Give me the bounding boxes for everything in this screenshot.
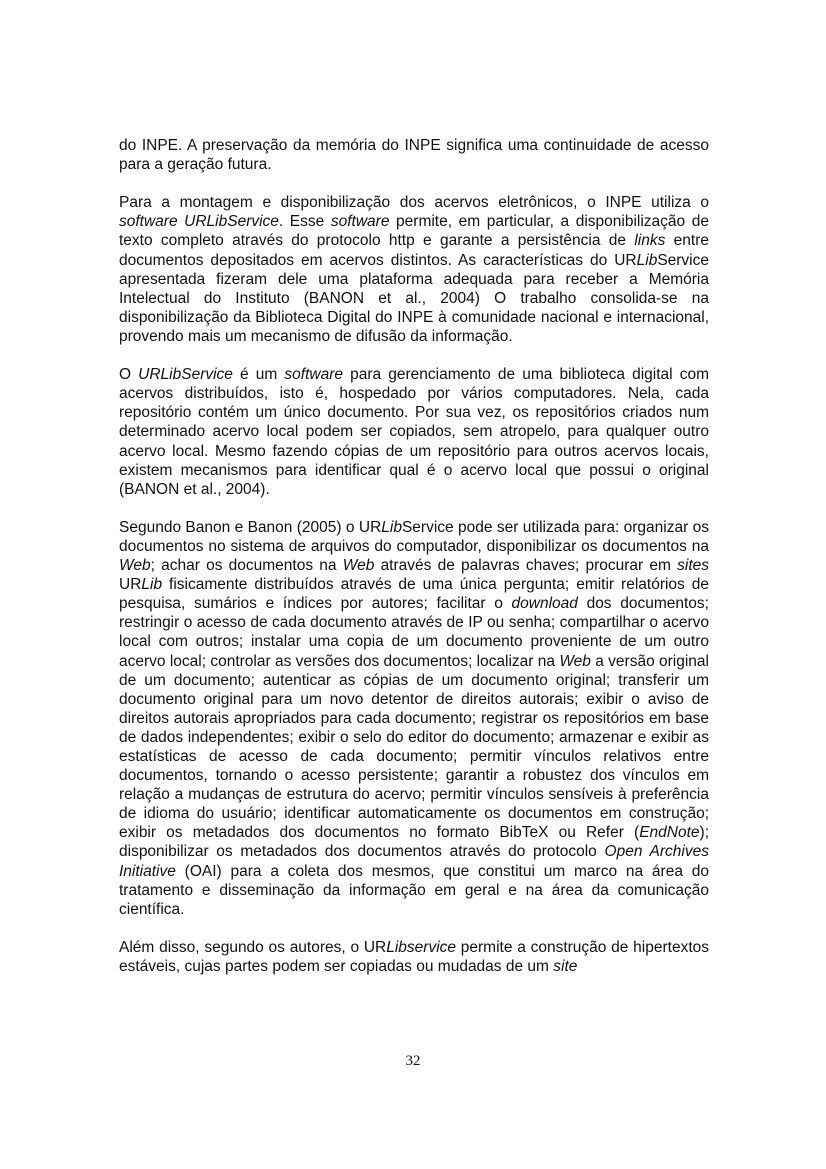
- paragraph: [119, 136, 709, 174]
- text-run: permite a construção de hipertextos estáveis, cujas partes podem ser copiadas ou mudadas de um: [119, 938, 710, 976]
- text-run: UR: [119, 576, 142, 594]
- page-number: 32: [405, 1053, 421, 1069]
- paragraph: [119, 193, 709, 346]
- italic-run: links: [634, 232, 666, 250]
- italic-run: Web: [342, 557, 375, 575]
- paragraph: [119, 938, 709, 976]
- body-text: [119, 136, 709, 995]
- italic-run: Lib: [381, 518, 402, 536]
- text-run: Service pode ser utilizada para: organizar os documentos no sistema de arquivos do computador, disponibilizar os documentos na: [119, 518, 709, 555]
- text-run: ); disponibilizar os metadados dos documentos através do protocolo: [119, 824, 709, 861]
- text-run: do INPE. A preservação da memória do INPE significa uma continuidade de acesso para a geração futura.: [119, 137, 709, 174]
- text-run: a versão original de um documento; autenticar as cópias de um documento original; transferir um documento original para um novo detentor de direitos autorais; exibir o aviso de direitos autorais apropriados para cada documento; registrar os repositórios em base de dados independentes; exibir o selo do editor do documento; armazenar e exibir as estatísticas de acesso de cada documento; permitir vínculos relativos entre documentos, tornando o acesso persistente; garantir a robustez dos vínculos em relação a mudanças de estrutura do acervo; permitir vínculos sensíveis à preferência de idioma do usuário; identificar automaticamente os documentos em construção; exibir os metadados dos documentos no formato BibTeX ou Refer (: [119, 652, 709, 842]
- text-run: para gerenciamento de uma biblioteca digital com acervos distribuídos, isto é, hospedado por vários computadores. Nela, cada repositório contém um único documento. Por sua vez, os repositórios criados num determinado acervo local podem ser copiados, sem atropelo, para qualquer outro acervo local. Mesmo fazendo cópias de um repositório para outros acervos locais, existem mecanismos para identificar qual é o acervo local que possui o original (BANON et al., 2004).: [119, 366, 709, 498]
- text-run: O: [119, 366, 139, 384]
- text-run: entre documentos depositados em acervos distintos. As características do UR: [119, 232, 709, 269]
- text-run: Para a montagem e disponibilização dos acervos eletrônicos, o INPE utiliza o: [119, 194, 709, 212]
- italic-run: Open Archives Initiative: [119, 843, 709, 880]
- italic-run: EndNote: [639, 824, 700, 842]
- text-run: é um: [232, 366, 285, 384]
- italic-run: Libservice: [386, 938, 457, 956]
- italic-run: Web: [559, 652, 591, 670]
- italic-run: software: [330, 213, 390, 231]
- text-run: (OAI) para a coleta dos mesmos, que constitui um marco na área do tratamento e disseminação da informação em geral e na área da comunicação científica.: [119, 862, 709, 918]
- paragraph: [119, 365, 709, 499]
- text-run: dos documentos; restringir o acesso de cada documento através de IP ou senha; compartilhar o acervo local com outros; instalar uma copia de um documento proveniente de um outro acervo local; controlar as versões dos documentos; localizar na: [119, 595, 709, 670]
- italic-run: software URLibService: [119, 213, 279, 231]
- italic-run: URLibService: [138, 366, 233, 384]
- italic-run: Lib: [141, 576, 163, 594]
- italic-run: sites: [677, 557, 709, 575]
- italic-run: software: [284, 366, 344, 384]
- text-run: Segundo Banon e Banon (2005) o UR: [119, 518, 382, 536]
- text-run: através de palavras chaves; procurar em: [374, 557, 678, 575]
- text-run: fisicamente distribuídos através de uma única pergunta; emitir relatórios de pesquisa, sumários e índices por autores; facilitar o: [119, 576, 709, 613]
- italic-run: Web: [119, 557, 151, 575]
- italic-run: site: [553, 958, 578, 976]
- text-run: ; achar os documentos na: [150, 557, 343, 575]
- text-run: permite, em particular, a disponibilização de texto completo através do protocolo http e garante a persistência de: [119, 213, 709, 250]
- text-run: Service apresentada fizeram dele uma plataforma adequada para receber a Memória Intelectual do Instituto (BANON et al., 2004) O trabalho consolida-se na disponibilização da Biblioteca Digital do INPE à comunidade nacional e internacional, provendo mais um mecanismo de difusão da informação.: [119, 251, 709, 345]
- paragraph: [119, 518, 709, 919]
- text-run: . Esse: [278, 213, 331, 231]
- italic-run: Lib: [636, 251, 658, 269]
- text-run: Além disso, segundo os autores, o UR: [119, 938, 387, 956]
- italic-run: download: [511, 595, 578, 613]
